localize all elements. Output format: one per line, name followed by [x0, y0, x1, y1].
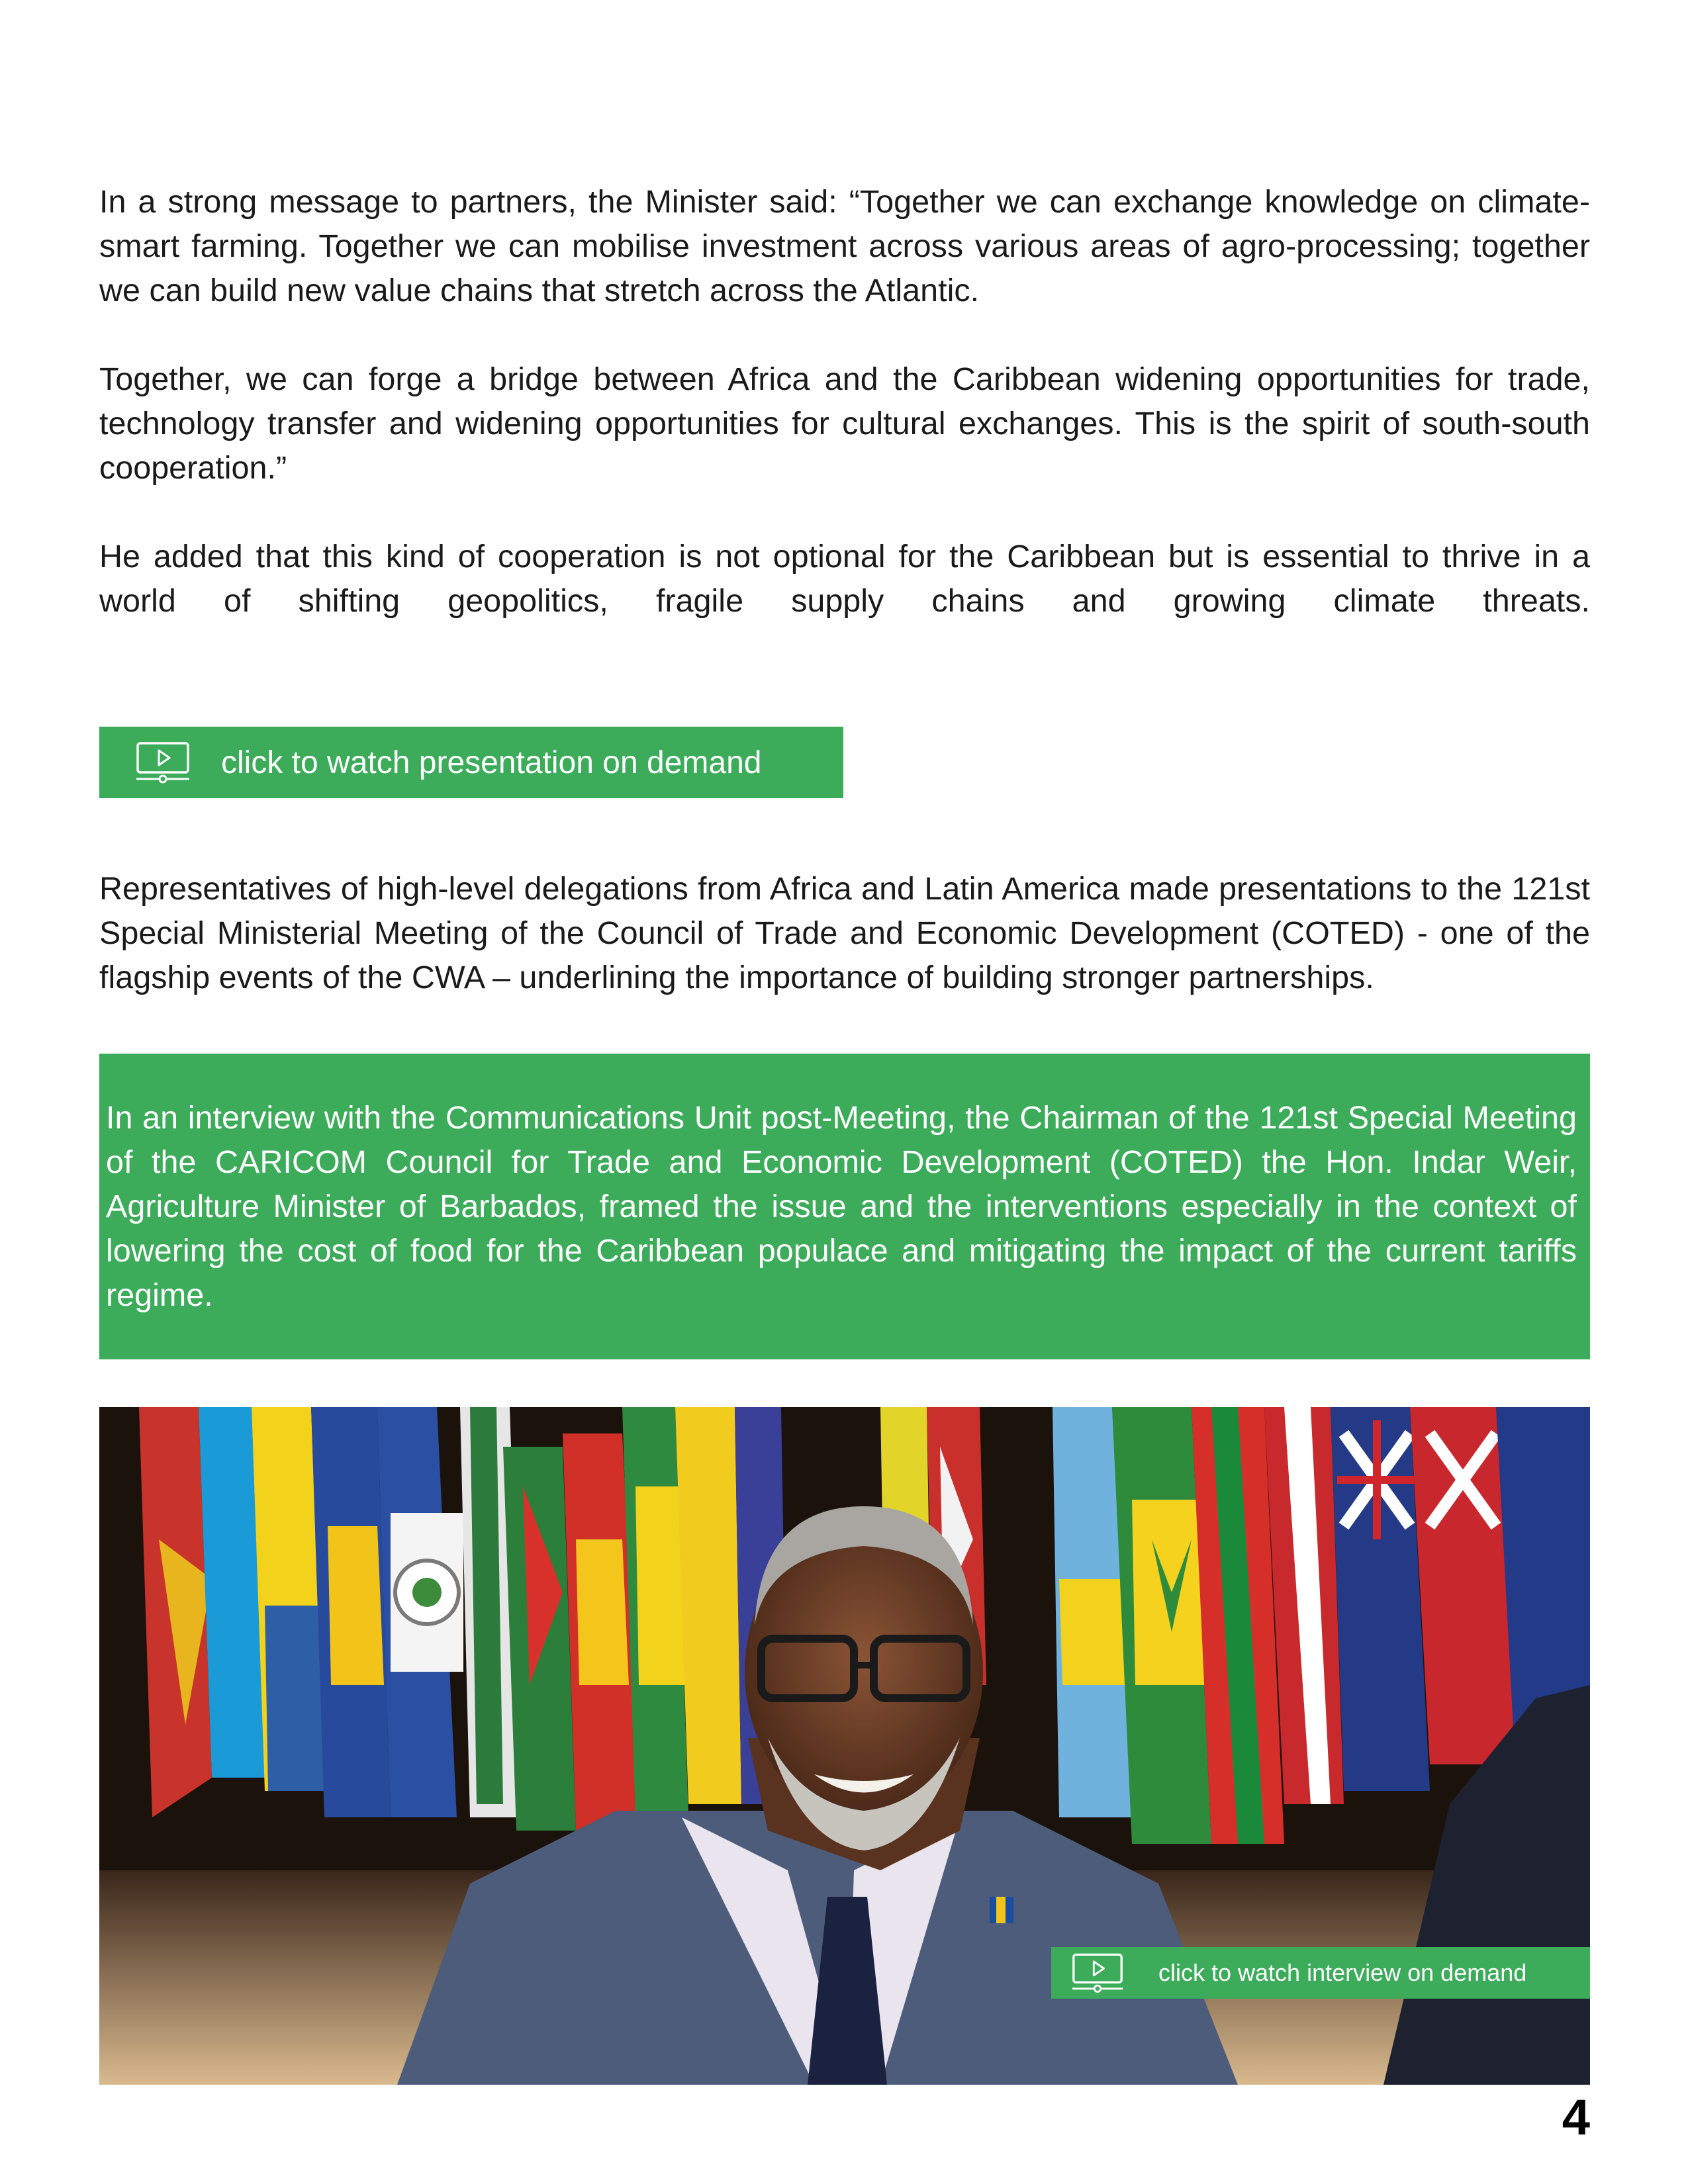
watch-presentation-button[interactable] — [99, 727, 843, 798]
body-paragraph-cooperation: He added that this kind of cooperation is not optional for the Caribbean but is essential to thrive in a world of shifting geopolitics, fragile supply chains and growing climate threats. — [99, 539, 1590, 619]
body-paragraph-bridge: Together, we can forge a bridge between Africa and the Caribbean widening opportunities for trade, technology transfer and widening opportunities for cultural exchanges. This is the spirit of south-south cooperation.” — [99, 361, 1590, 486]
body-paragraph-minister-quote: In a strong message to partners, the Minister said: “Together we can exchange knowledge on climate-smart farming. Together we can mobilise investment across various areas of agro-processing; together we can build new value chains that stretch across the Atlantic. — [99, 184, 1590, 308]
interview-callout-box — [99, 1054, 1590, 1359]
watch-presentation-label: click to watch presentation on demand — [221, 745, 762, 780]
page-number: 4 — [1562, 2089, 1590, 2146]
interview-callout-text: In an interview with the Communications Unit post-Meeting, the Chairman of the 121st Special Meeting of the CARICOM Council for Trade and Economic Development (COTED) the Hon. Indar Weir, Agriculture Minister of Barbados, framed the issue and the interventions especially in the context of lowering the cost of food for the Caribbean populace and mitigating the impact of the current tariffs regime. — [106, 1100, 1577, 1313]
watch-interview-button[interactable] — [1051, 1947, 1590, 1999]
video-play-icon — [1071, 1952, 1124, 1994]
watch-interview-label: click to watch interview on demand — [1158, 1959, 1527, 1986]
body-paragraph-delegations: Representatives of high-level delegations from Africa and Latin America made presentations to the 121st Special Ministerial Meeting of the Council of Trade and Economic Development (COTED) - one of the flagship events of the CWA – underlining the importance of building stronger partnerships. — [99, 871, 1590, 995]
video-play-icon — [135, 741, 191, 784]
